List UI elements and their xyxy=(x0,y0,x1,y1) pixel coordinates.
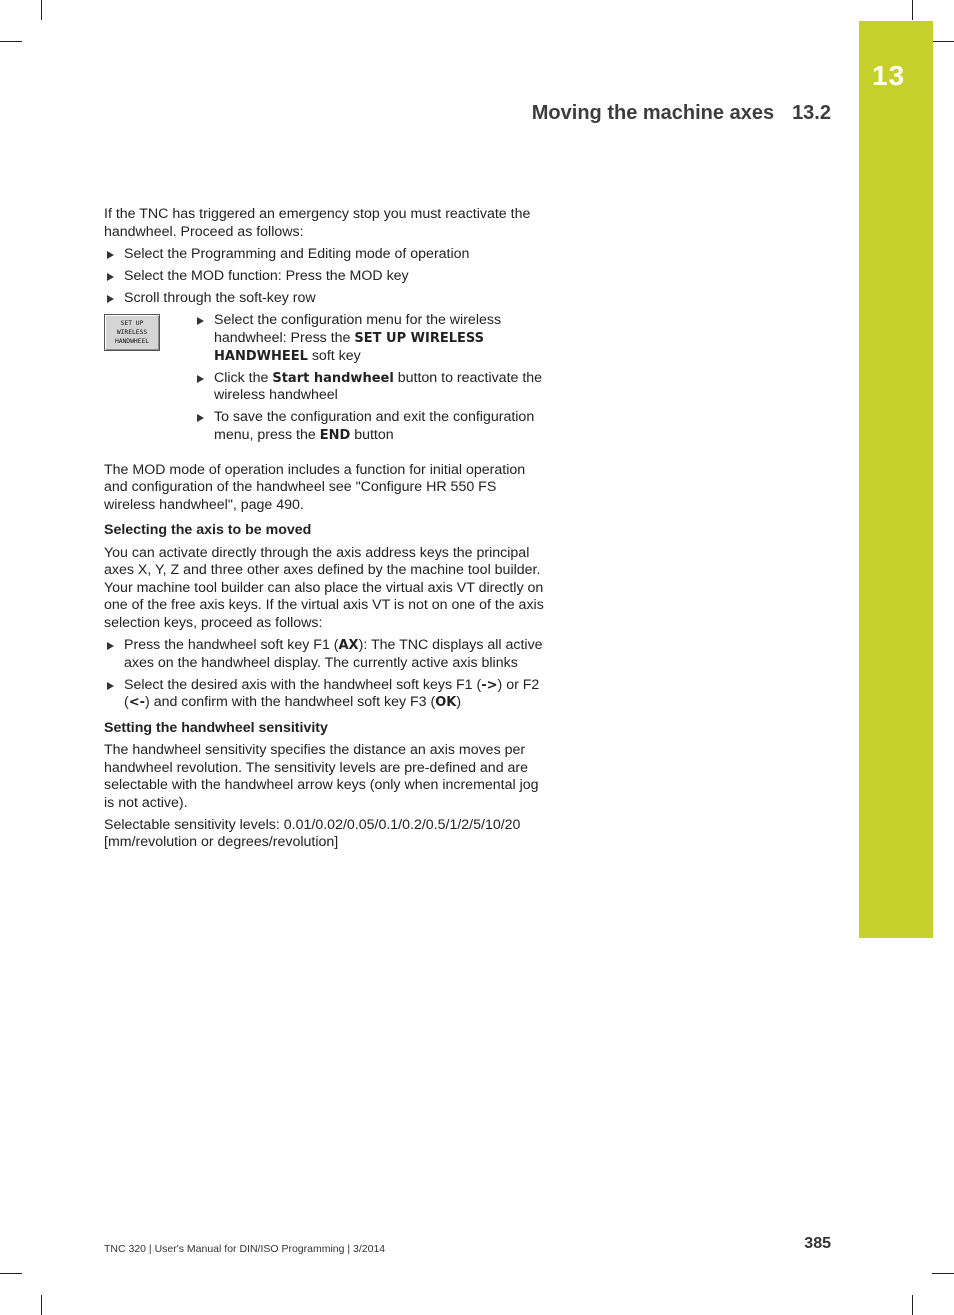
arrow-icon xyxy=(197,317,204,325)
list-item: Select the desired axis with the handwheel soft keys F1 (->) or F2 (<-) and confirm with the handwheel soft key F3 (OK) xyxy=(104,677,549,712)
mod-paragraph: The MOD mode of operation includes a function for initial operation and configuration of the handwheel see "Configure HR 550 FS wireless handwheel", page 490. xyxy=(104,461,526,513)
chapter-number: 13 xyxy=(872,60,906,91)
list-item: Press the handwheel soft key F1 (AX): The TNC displays all active axes on the handwheel display. The currently active axis blinks xyxy=(104,637,549,672)
list-item: Select the MOD function: Press the MOD key xyxy=(104,268,549,286)
crop-mark xyxy=(932,1273,954,1274)
list-item: To save the configuration and exit the configuration menu, press the END button xyxy=(194,409,549,444)
arrow-icon xyxy=(107,642,114,650)
arrow-icon xyxy=(107,251,114,259)
list-item: Click the Start handwheel button to reactivate the wireless handwheel xyxy=(194,370,549,405)
crop-mark xyxy=(912,0,913,20)
section-title: Moving the machine axes xyxy=(531,102,775,124)
list-item: Scroll through the soft-key row xyxy=(104,290,549,308)
crop-mark xyxy=(41,0,42,20)
axis-steps xyxy=(104,637,549,712)
chapter-tab xyxy=(859,21,933,938)
page-number: 385 xyxy=(804,1235,831,1252)
list-item: Select the configuration menu for the wireless handwheel: Press the SET UP WIRELESS HANDWHEEL soft key xyxy=(194,312,549,365)
section-number: 13.2 xyxy=(792,102,831,124)
page-content xyxy=(104,206,549,857)
arrow-icon xyxy=(197,414,204,422)
crop-mark xyxy=(932,41,954,42)
crop-mark xyxy=(41,1295,42,1315)
axis-paragraph: You can activate directly through the axis address keys the principal axes X, Y, Z and three other axes defined by the machine tool builder. Your machine tool builder can also place the virtual axis VT directly on one of the free axis keys. If the virtual axis VT is not on one of the axis selection keys, proceed as follows: xyxy=(104,544,544,631)
intro-steps xyxy=(104,246,549,308)
footer-text: TNC 320 | User's Manual for DIN/ISO Programming | 3/2014 xyxy=(104,1243,386,1255)
sensitivity-levels: Selectable sensitivity levels: 0.01/0.02/0.05/0.1/0.2/0.5/1/2/5/10/20 [mm/revolution or degrees/revolution] xyxy=(104,816,521,851)
sensitivity-paragraph: The handwheel sensitivity specifies the distance an axis moves per handwheel revolution. The sensitivity levels are pre-defined and are selectable with the handwheel arrow keys (only when incremental jog is not active). xyxy=(104,741,539,811)
sensitivity-heading: Setting the handwheel sensitivity xyxy=(104,719,328,736)
softkey-steps xyxy=(194,312,549,449)
intro-paragraph: If the TNC has triggered an emergency stop you must reactivate the handwheel. Proceed as follows: xyxy=(104,206,531,240)
arrow-icon xyxy=(107,273,114,281)
arrow-icon xyxy=(197,375,204,383)
list-item: Select the Programming and Editing mode of operation xyxy=(104,246,549,264)
arrow-icon xyxy=(107,295,114,303)
softkey-block xyxy=(104,312,549,453)
arrow-icon xyxy=(107,682,114,690)
axis-heading: Selecting the axis to be moved xyxy=(104,522,312,539)
set-up-wireless-handwheel-softkey: SET UP WIRELESS HANDWHEEL xyxy=(104,314,160,351)
crop-mark xyxy=(912,1295,913,1315)
crop-mark xyxy=(0,41,22,42)
crop-mark xyxy=(0,1273,22,1274)
section-header xyxy=(532,102,831,125)
